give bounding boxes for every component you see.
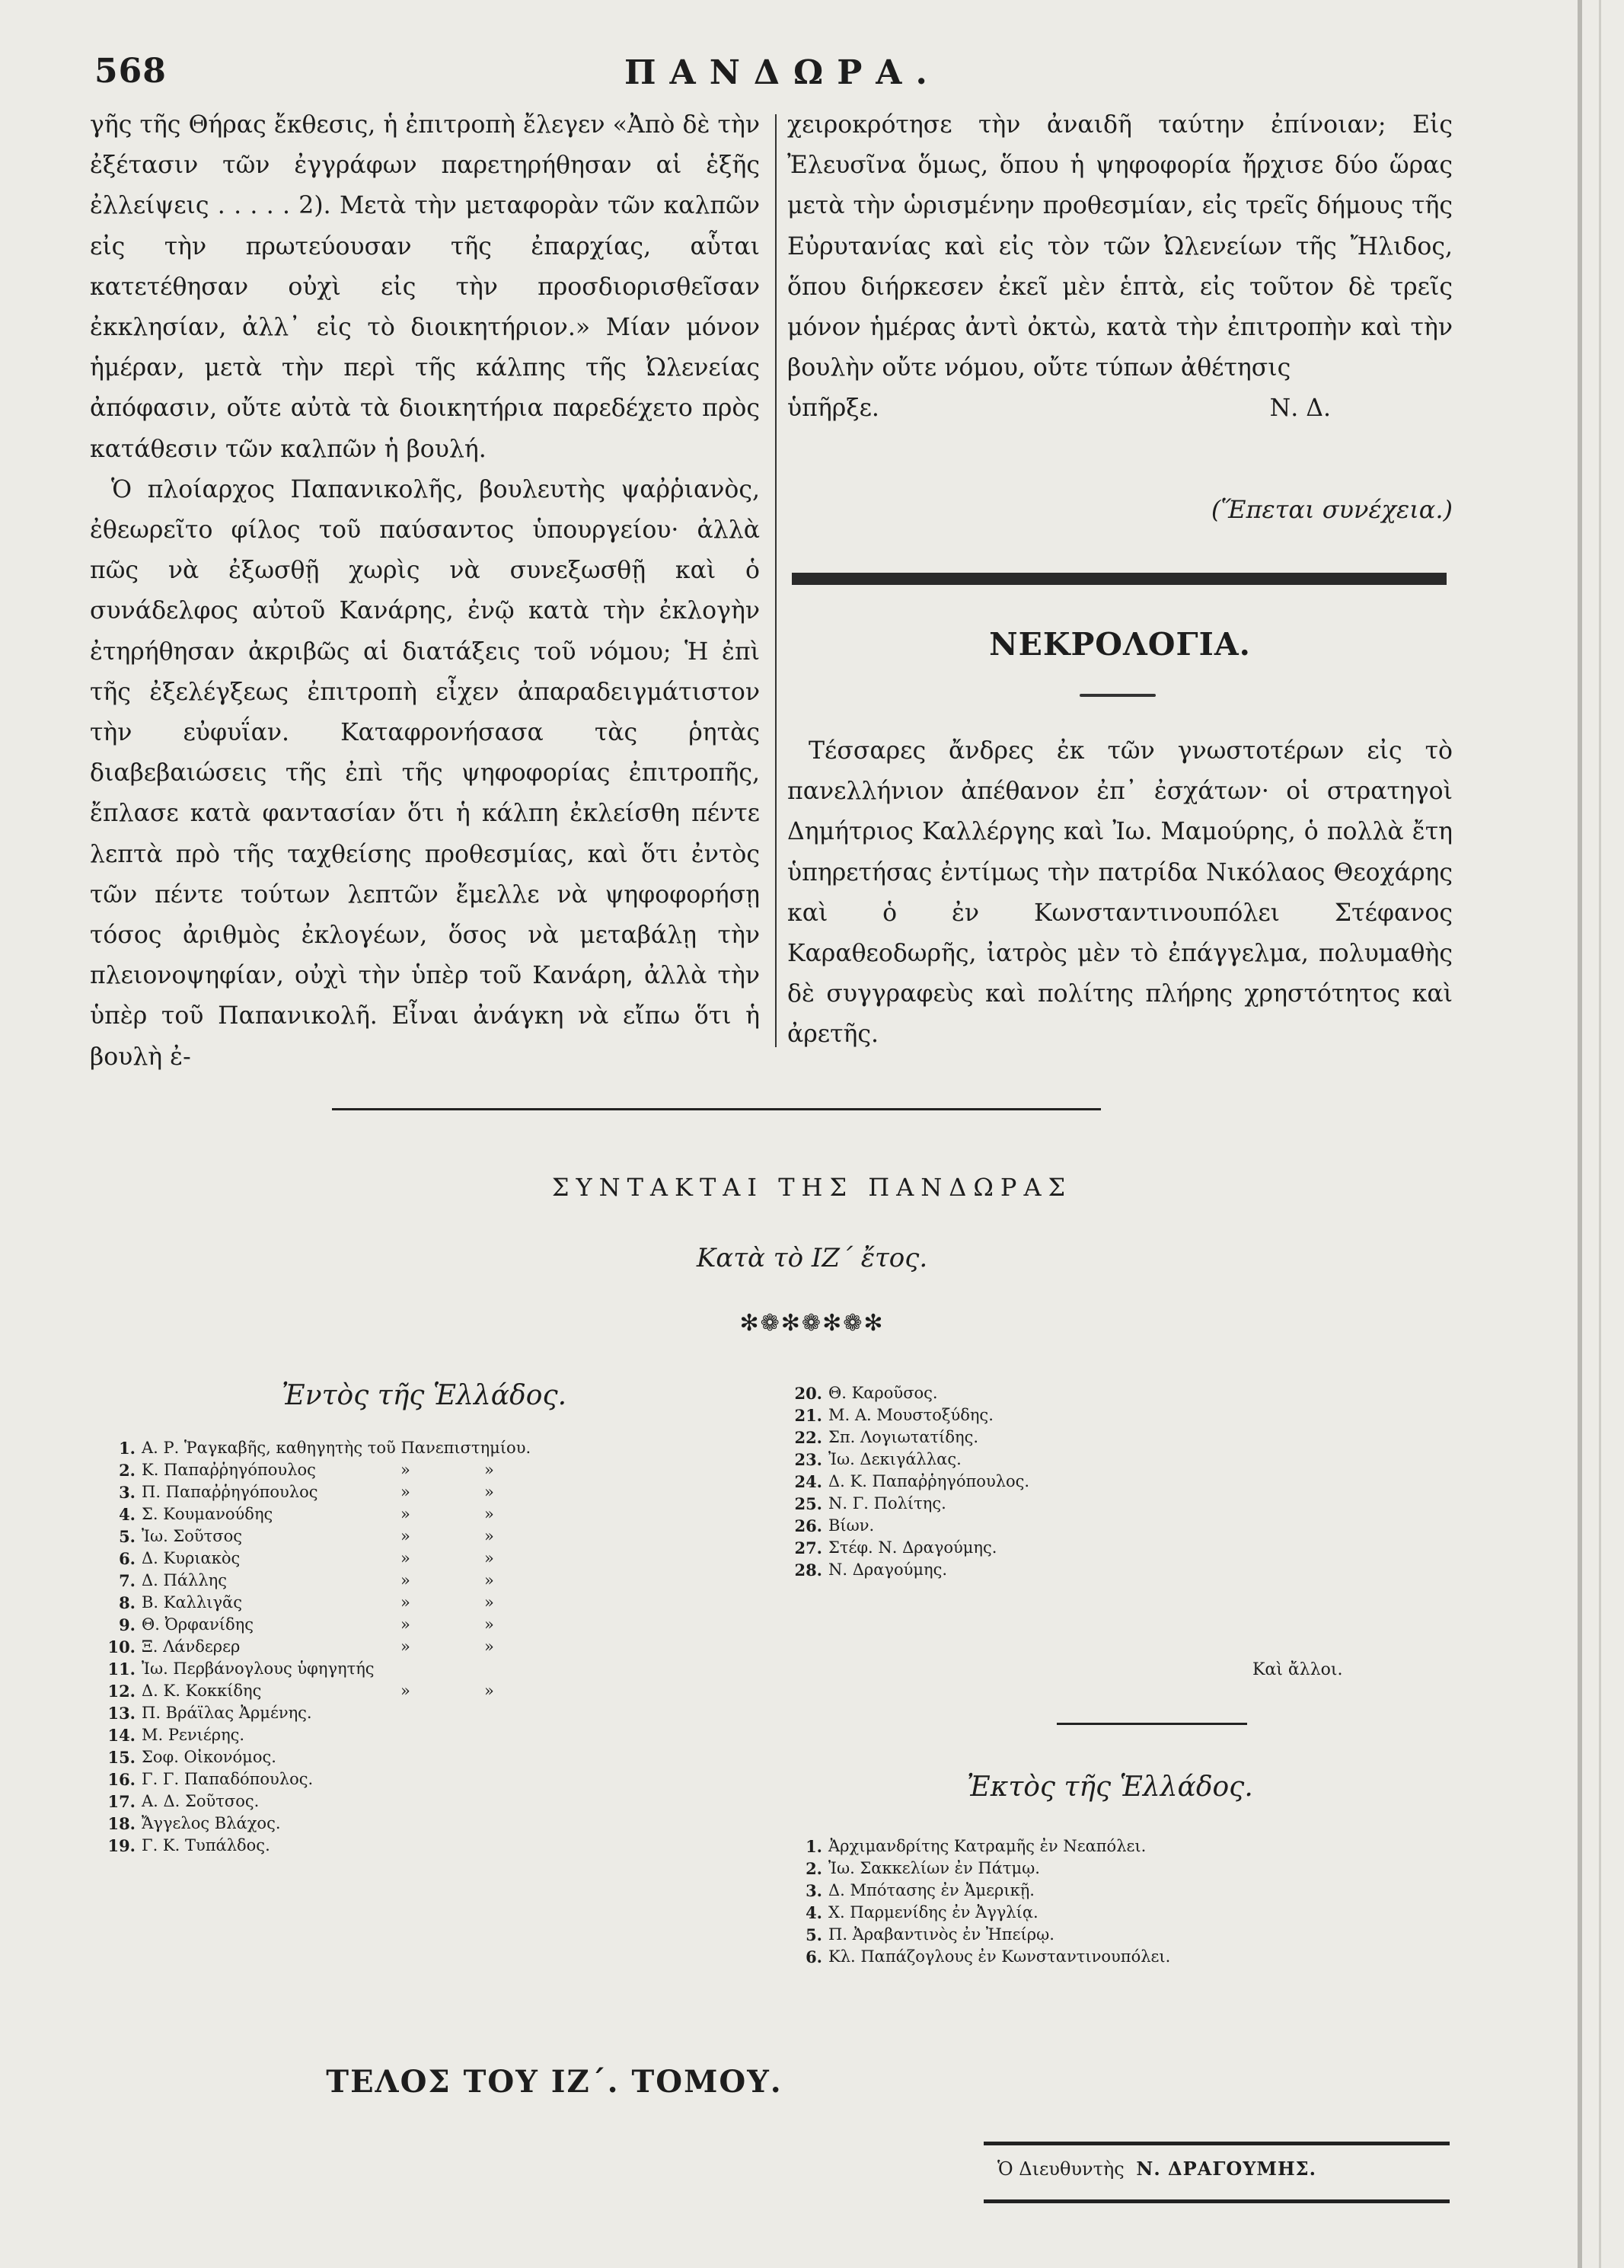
contributor-number: 10. — [107, 1637, 136, 1656]
closing-word: ὑπῆρξε. — [787, 395, 879, 423]
contributor-item — [792, 1559, 1029, 1581]
ditto-mark: » — [400, 1571, 410, 1589]
contributor-item — [792, 1426, 1029, 1449]
ditto-mark: » — [400, 1593, 410, 1612]
contributor-number: 24. — [794, 1472, 822, 1491]
contributor-number: 7. — [119, 1571, 136, 1590]
short-rule — [1057, 1723, 1247, 1725]
ditto-mark: » — [484, 1549, 494, 1567]
contributor-name: Κλ. Παπάζογλους ἐν Κωνσταντινουπόλει. — [828, 1947, 1171, 1966]
contributor-item — [84, 1548, 530, 1570]
director-name: Ν. ΔΡΑΓΟΥΜΗΣ. — [1136, 2158, 1316, 2180]
contributor-name: Β. Καλλιγᾶς — [142, 1593, 242, 1612]
contributor-number: 3. — [806, 1881, 822, 1900]
contributor-name: Δ. Κ. Παπαῤῥηγόπουλος. — [828, 1472, 1030, 1490]
contributor-item — [792, 1880, 1170, 1902]
contributor-number: 1. — [119, 1439, 136, 1458]
contributor-item — [84, 1570, 530, 1592]
contributor-name: Στέφ. Ν. Δραγούμης. — [828, 1538, 997, 1557]
contributor-name: Π. Ἀραβαντινὸς ἐν Ἠπείρῳ. — [828, 1925, 1054, 1944]
contributor-name: Γ. Γ. Παπαδόπουλος. — [142, 1770, 314, 1788]
contributor-name: Π. Βράϊλας Ἀρμένης. — [142, 1704, 312, 1722]
contributor-name: Βίων. — [828, 1516, 875, 1535]
outside-greece-title: Ἐκτὸς τῆς Ἑλλάδος. — [967, 1771, 1253, 1803]
contributor-number: 6. — [119, 1549, 136, 1568]
ditto-mark: » — [484, 1483, 494, 1501]
contributor-name: Δ. Κυριακὸς — [142, 1549, 241, 1567]
contributor-number: 4. — [119, 1505, 136, 1524]
contributor-item — [84, 1790, 530, 1813]
ditto-mark: » — [484, 1615, 494, 1634]
contributor-number: 4. — [806, 1903, 822, 1922]
contributors-subtitle: Κατὰ τὸ ΙΖ΄ ἔτος. — [696, 1243, 928, 1273]
ditto-mark: » — [484, 1461, 494, 1479]
director-line — [997, 2158, 1316, 2180]
contributor-item — [84, 1813, 530, 1835]
right-closing-line — [787, 388, 1453, 429]
contributor-number: 5. — [119, 1527, 136, 1546]
contributors-title: ΣΥΝΤΑΚΤΑΙ ΤΗΣ ΠΑΝΔΩΡΑΣ — [551, 1173, 1073, 1202]
contributor-name: Σπ. Λογιωτατίδης. — [828, 1428, 979, 1446]
contributor-item — [792, 1858, 1170, 1880]
contributor-number: 6. — [806, 1947, 822, 1966]
contributor-name: Α. Δ. Σοῦτσος. — [142, 1792, 260, 1810]
contributor-item — [84, 1658, 530, 1680]
contributor-number: 14. — [107, 1726, 136, 1745]
contributor-item — [84, 1525, 530, 1548]
contributor-item — [84, 1636, 530, 1658]
contributor-item — [84, 1614, 530, 1636]
obituary-text: Τέσσαρες ἄνδρες ἐκ τῶν γνωστοτέρων εἰς τὸ πανελλήνιον ἀπέθανον ἐπ᾽ ἐσχάτων· οἱ στρατηγοὶ Δημήτριος Καλλέργης καὶ Ἰω. Μαμούρης, ὁ πολλὰ ἔτη ὑπηρετήσας ἐντίμως τὴν πατρίδα Νικόλαος Θεοχάρης καὶ ὁ ἐν Κωνσταντινουπόλει Στέφανος Καραθεοδωρῆς, ἰατρὸς μὲν τὸ ἐπάγγελμα, πολυμαθὴς δὲ συγγραφεὺς καὶ πολίτης πλήρης χρηστότητος καὶ ἀρετῆς. — [787, 737, 1453, 1049]
contributor-name: Θ. Ὀρφανίδης — [142, 1615, 254, 1634]
contributor-item — [792, 1404, 1029, 1426]
contributor-item — [792, 1924, 1170, 1946]
ditto-mark: » — [400, 1505, 410, 1523]
article-signature: Ν. Δ. — [1269, 395, 1331, 423]
obituary-ornament — [1080, 694, 1156, 697]
right-column — [787, 105, 1453, 430]
page-number: 568 — [94, 52, 167, 91]
contributor-name: Ἰω. Σακκελίων ἐν Πάτμῳ. — [828, 1859, 1040, 1877]
contributor-number: 12. — [107, 1682, 136, 1701]
contributor-item — [84, 1481, 530, 1503]
contributor-number: 9. — [119, 1615, 136, 1634]
contributor-number: 13. — [107, 1704, 136, 1723]
ditto-mark: » — [400, 1461, 410, 1479]
contributor-item — [84, 1835, 530, 1857]
binding-shadow — [1578, 0, 1582, 2268]
contributor-item — [84, 1592, 530, 1614]
decorative-ornament: ✻❁✻❁✻❁✻ — [739, 1310, 885, 1337]
contributor-item — [84, 1437, 530, 1459]
contributor-number: 16. — [107, 1770, 136, 1789]
left-column — [90, 105, 760, 1078]
contributor-name: Σοφ. Οἰκονόμος. — [142, 1748, 276, 1766]
contributor-item — [792, 1449, 1029, 1471]
ditto-mark: » — [400, 1637, 410, 1656]
contributor-number: 15. — [107, 1748, 136, 1767]
column-divider — [775, 114, 777, 1047]
contributor-number: 8. — [119, 1593, 136, 1612]
contributor-item — [792, 1835, 1170, 1858]
contributor-number: 1. — [806, 1837, 822, 1856]
contributor-name: Ἰω. Σοῦτσος — [142, 1527, 243, 1545]
ditto-mark: » — [484, 1682, 494, 1700]
ditto-mark: » — [484, 1527, 494, 1545]
contributor-item — [792, 1537, 1029, 1559]
contributor-name: Κ. Παπαῤῥηγόπουλος — [142, 1461, 316, 1479]
obituary-title: ΝΕΚΡΟΛΟΓΙΑ. — [989, 626, 1251, 663]
ditto-mark: » — [484, 1571, 494, 1589]
contributor-name: Ἄγγελος Βλάχος. — [142, 1814, 281, 1832]
contributor-name: Ξ. Λάνδερερ — [142, 1637, 241, 1656]
right-paragraph: χειροκρότησε τὴν ἀναιδῆ ταύτην ἐπίνοιαν; Εἰς Ἐλευσῖνα ὅμως, ὅπου ἡ ψηφοφορία ἤρχισε δύο ὥρας μετὰ τὴν ὡρισμένην προθεσμίαν, εἰς τρεῖς δήμους τῆς Εὐρυτανίας καὶ εἰς τὸν τῶν Ὠλενείων τῆς Ἤλιδος, ὅπου διήρκεσεν ἐκεῖ μὲν ἑπτὰ, εἰς τοῦτον δὲ τρεῖς μόνον ἡμέρας ἀντὶ ὀκτὼ, κατὰ τὴν ἐπιτροπὴν καὶ τὴν βουλὴν οὔτε νόμου, οὔτε τύπων ἀθέτησις — [787, 111, 1453, 382]
contributor-item — [84, 1746, 530, 1768]
ditto-mark: » — [400, 1682, 410, 1700]
contributor-number: 28. — [794, 1560, 822, 1580]
journal-title: ΠΑΝΔΩΡΑ. — [624, 53, 941, 92]
contributor-name: Ἀρχιμανδρίτης Κατραμῆς ἐν Νεαπόλει. — [828, 1837, 1147, 1855]
contributor-name: Χ. Παρμενίδης ἐν Ἀγγλίᾳ. — [828, 1903, 1039, 1921]
contributor-item — [84, 1724, 530, 1746]
contributor-item — [792, 1382, 1029, 1404]
continues-note: (Ἕπεται συνέχεια.) — [1211, 495, 1453, 524]
and-others: Καὶ ἄλλοι. — [1252, 1660, 1343, 1679]
contributor-number: 21. — [794, 1406, 822, 1425]
ditto-mark: » — [400, 1615, 410, 1634]
contributor-item — [84, 1768, 530, 1790]
contributor-number: 22. — [794, 1428, 822, 1447]
left-paragraph-1: γῆς τῆς Θήρας ἔκθεσις, ἡ ἐπιτροπὴ ἔλεγεν «Ἀπὸ δὲ τὴν ἐξέτασιν τῶν ἐγγράφων παρετηρήθησαν αἱ ἑξῆς ἐλλείψεις . . . . . 2). Μετὰ τὴν μεταφορὰν τῶν καλπῶν εἰς τὴν πρωτεύουσαν τῆς ἐπαρχίας, αὗται κατετέθησαν οὐχὶ εἰς τὴν προσδιορισθεῖσαν ἐκκλησίαν, ἀλλ᾽ εἰς τὸ διοικητήριον.» Μίαν μόνον ἡμέραν, μετὰ τὴν περὶ τῆς κάλπης τῆς Ὠλενείας ἀπόφασιν, οὔτε αὐτὰ τὰ διοικητήρια παρεδέχετο πρὸς κατάθεσιν τῶν καλπῶν ἡ βουλή. — [90, 111, 760, 463]
contributor-number: 5. — [806, 1925, 822, 1944]
left-paragraph-2: Ὁ πλοίαρχος Παπανικολῆς, βουλευτὴς ψαῤῥιανὸς, ἐθεωρεῖτο φίλος τοῦ παύσαντος ὑπουργείου· ἀλλὰ πῶς νὰ ἐξωσθῇ χωρὶς νὰ συνεξωσθῇ καὶ ὁ συνάδελφος αὐτοῦ Κανάρης, ἐνῷ κατὰ τὴν ἐκλογὴν ἐτηρήθησαν ἀκριβῶς αἱ διατάξεις τοῦ νόμου; Ἡ ἐπὶ τῆς ἐξελέγξεως ἐπιτροπὴ εἶχεν ἀπαραδειγμάτιστον τὴν εὐφυΐαν. Καταφρονήσασα τὰς ῥητὰς διαβεβαιώσεις τῆς ἐπὶ τῆς ψηφοφορίας ἐπιτροπῆς, ἔπλασε κατὰ φαντασίαν ὅτι ἡ κάλπη ἐκλείσθη πέντε λεπτὰ πρὸ τῆς ταχθείσης προθεσμίας, καὶ ὅτι ἐντὸς τῶν πέντε τούτων λεπτῶν ἔμελλε νὰ ψηφοφορήσῃ τόσος ἀριθμὸς ἐκλογέων, ὅσος νὰ μεταβάλῃ τὴν πλειονοψηφίαν, οὐχὶ τὴν ὑπὲρ τοῦ Κανάρη, ἀλλὰ τὴν ὑπὲρ τοῦ Παπανικολῆ. Εἶναι ἀνάγκη νὰ εἴπω ὅτι ἡ βουλὴ ἐ- — [90, 475, 760, 1071]
inside-greece-list — [84, 1437, 530, 1857]
contributor-number: 2. — [119, 1461, 136, 1480]
contributor-name: Σ. Κουμανούδης — [142, 1505, 273, 1523]
contributor-number: 17. — [107, 1792, 136, 1811]
contributor-number: 25. — [794, 1494, 822, 1513]
contributor-name: Ἰω. Δεκιγάλλας. — [828, 1450, 962, 1468]
contributor-item — [84, 1503, 530, 1525]
contributor-name: Α. Ρ. Ῥαγκαβῆς, καθηγητὴς τοῦ Πανεπιστημίου. — [142, 1439, 531, 1457]
contributor-name: Δ. Πάλλης — [142, 1571, 227, 1589]
contributor-name: Μ. Ρενιέρης. — [142, 1726, 245, 1744]
contributor-item — [792, 1902, 1170, 1924]
contributor-name: Π. Παπαῤῥηγόπουλος — [142, 1483, 318, 1501]
ditto-mark: » — [400, 1483, 410, 1501]
contributor-name: Ν. Γ. Πολίτης. — [828, 1494, 946, 1513]
contributor-number: 3. — [119, 1483, 136, 1502]
contributor-number: 26. — [794, 1516, 822, 1535]
inside-greece-title: Ἐντὸς τῆς Ἑλλάδος. — [282, 1380, 567, 1411]
ditto-mark: » — [400, 1549, 410, 1567]
director-label: Ὁ Διευθυντὴς — [997, 2158, 1125, 2180]
binding-edge — [1599, 0, 1601, 2268]
contributor-name: Θ. Καροῦσος. — [828, 1384, 938, 1402]
contributor-item — [84, 1459, 530, 1481]
ditto-mark: » — [484, 1505, 494, 1523]
end-of-volume-title: ΤΕΛΟΣ ΤΟΥ ΙΖ΄. ΤΟΜΟΥ. — [326, 2064, 783, 2100]
middle-rule — [332, 1108, 1101, 1110]
contributor-name: Δ. Μπότασης ἐν Ἀμερικῇ. — [828, 1881, 1035, 1899]
end-rule-bottom — [984, 2199, 1450, 2203]
contributor-number: 18. — [107, 1814, 136, 1833]
contributor-name: Δ. Κ. Κοκκίδης — [142, 1682, 262, 1700]
ditto-mark: » — [484, 1637, 494, 1656]
section-rule — [792, 573, 1447, 585]
contributor-name: Γ. Κ. Τυπάλδος. — [142, 1836, 270, 1854]
contributor-number: 2. — [806, 1859, 822, 1878]
contributor-number: 11. — [107, 1659, 136, 1679]
contributor-name: Μ. Α. Μουστοξύδης. — [828, 1406, 994, 1424]
ditto-mark: » — [400, 1527, 410, 1545]
inside-greece-list-continued — [792, 1382, 1029, 1581]
contributor-item — [792, 1515, 1029, 1537]
contributor-item — [792, 1471, 1029, 1493]
obituary-body — [787, 731, 1453, 1056]
end-rule-top — [984, 2142, 1450, 2145]
contributor-name: Ἰω. Περβάνογλους ὑφηγητής — [142, 1659, 375, 1678]
contributor-item — [84, 1680, 530, 1702]
contributor-name: Ν. Δραγούμης. — [828, 1560, 948, 1579]
contributor-item — [792, 1493, 1029, 1515]
contributor-number: 27. — [794, 1538, 822, 1557]
contributor-number: 23. — [794, 1450, 822, 1469]
contributor-number: 19. — [107, 1836, 136, 1855]
ditto-mark: » — [484, 1593, 494, 1612]
contributor-number: 20. — [794, 1384, 822, 1403]
contributor-item — [84, 1702, 530, 1724]
contributor-item — [792, 1946, 1170, 1968]
outside-greece-list — [792, 1835, 1170, 1968]
